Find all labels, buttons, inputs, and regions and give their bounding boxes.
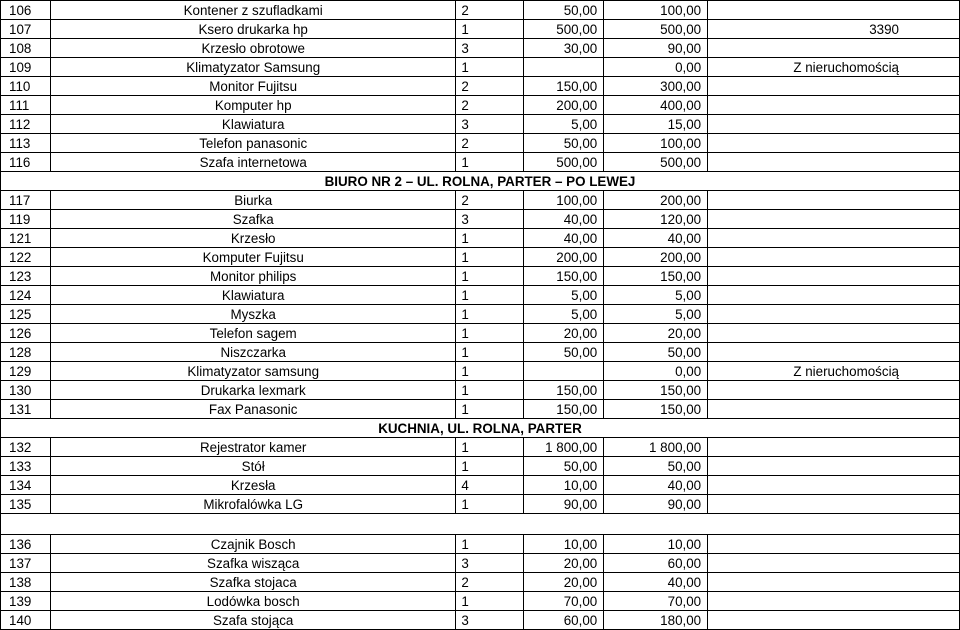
- item-unit-price: 90,00: [524, 495, 604, 514]
- item-name: Telefon panasonic: [50, 134, 455, 153]
- item-number: 130: [1, 381, 51, 400]
- item-total-value: 40,00: [604, 573, 708, 592]
- item-note: [708, 495, 960, 514]
- item-unit-price: 150,00: [524, 400, 604, 419]
- item-name: Klimatyzator samsung: [50, 362, 455, 381]
- item-note: [708, 210, 960, 229]
- item-unit-price: 200,00: [524, 248, 604, 267]
- item-note: [708, 286, 960, 305]
- item-unit-price: 70,00: [524, 592, 604, 611]
- item-number: 116: [1, 153, 51, 172]
- item-number: 135: [1, 495, 51, 514]
- item-unit-price: [524, 362, 604, 381]
- item-total-value: 150,00: [604, 400, 708, 419]
- item-total-value: 100,00: [604, 134, 708, 153]
- item-quantity: 2: [456, 134, 524, 153]
- table-row: [1, 286, 960, 305]
- item-quantity: 3: [456, 210, 524, 229]
- item-name: Biurka: [50, 191, 455, 210]
- table-row: [1, 267, 960, 286]
- item-total-value: 0,00: [604, 58, 708, 77]
- item-quantity: 1: [456, 535, 524, 554]
- item-name: Klawiatura: [50, 115, 455, 134]
- item-name: Klimatyzator Samsung: [50, 58, 455, 77]
- item-total-value: 400,00: [604, 96, 708, 115]
- item-number: 137: [1, 554, 51, 573]
- item-number: 134: [1, 476, 51, 495]
- item-quantity: 1: [456, 381, 524, 400]
- table-row: [1, 535, 960, 554]
- item-note: [708, 535, 960, 554]
- item-name: Szafka stojaca: [50, 573, 455, 592]
- item-total-value: 90,00: [604, 495, 708, 514]
- item-total-value: 5,00: [604, 305, 708, 324]
- item-name: Fax Panasonic: [50, 400, 455, 419]
- item-quantity: 1: [456, 153, 524, 172]
- item-name: Ksero drukarka hp: [50, 20, 455, 39]
- item-number: 121: [1, 229, 51, 248]
- item-name: Niszczarka: [50, 343, 455, 362]
- item-number: 117: [1, 191, 51, 210]
- table-row: [1, 592, 960, 611]
- item-name: Komputer hp: [50, 96, 455, 115]
- item-number: 125: [1, 305, 51, 324]
- item-name: Krzesło: [50, 229, 455, 248]
- item-unit-price: 20,00: [524, 573, 604, 592]
- item-unit-price: 30,00: [524, 39, 604, 58]
- item-total-value: 90,00: [604, 39, 708, 58]
- item-quantity: 2: [456, 96, 524, 115]
- item-total-value: 5,00: [604, 286, 708, 305]
- item-note: [708, 573, 960, 592]
- table-row: [1, 324, 960, 343]
- item-total-value: 500,00: [604, 20, 708, 39]
- item-unit-price: 200,00: [524, 96, 604, 115]
- item-note: [708, 457, 960, 476]
- item-note: [708, 305, 960, 324]
- table-row: [1, 554, 960, 573]
- item-note: [708, 248, 960, 267]
- item-number: 107: [1, 20, 51, 39]
- item-total-value: 200,00: [604, 248, 708, 267]
- item-number: 131: [1, 400, 51, 419]
- table-row: [1, 438, 960, 457]
- item-quantity: 1: [456, 324, 524, 343]
- item-unit-price: 10,00: [524, 535, 604, 554]
- item-number: 119: [1, 210, 51, 229]
- item-unit-price: 10,00: [524, 476, 604, 495]
- item-unit-price: 20,00: [524, 324, 604, 343]
- item-quantity: 3: [456, 554, 524, 573]
- table-row: [1, 39, 960, 58]
- item-quantity: 1: [456, 592, 524, 611]
- empty-cell: [1, 514, 960, 535]
- item-unit-price: 5,00: [524, 115, 604, 134]
- item-quantity: 2: [456, 77, 524, 96]
- item-note: Z nieruchomością: [708, 58, 960, 77]
- item-total-value: 300,00: [604, 77, 708, 96]
- item-total-value: 0,00: [604, 362, 708, 381]
- item-total-value: 40,00: [604, 476, 708, 495]
- item-number: 109: [1, 58, 51, 77]
- table-row: [1, 611, 960, 630]
- item-unit-price: 150,00: [524, 77, 604, 96]
- item-note: [708, 39, 960, 58]
- table-row: [1, 573, 960, 592]
- item-total-value: 10,00: [604, 535, 708, 554]
- item-quantity: 3: [456, 611, 524, 630]
- item-name: Monitor Fujitsu: [50, 77, 455, 96]
- item-name: Komputer Fujitsu: [50, 248, 455, 267]
- item-unit-price: 50,00: [524, 1, 604, 20]
- table-row: [1, 229, 960, 248]
- item-note: [708, 324, 960, 343]
- item-quantity: 1: [456, 267, 524, 286]
- item-name: Telefon sagem: [50, 324, 455, 343]
- item-name: Mikrofalówka LG: [50, 495, 455, 514]
- item-unit-price: 500,00: [524, 153, 604, 172]
- item-note: 3390: [708, 20, 960, 39]
- item-unit-price: 40,00: [524, 210, 604, 229]
- item-unit-price: 20,00: [524, 554, 604, 573]
- item-unit-price: 5,00: [524, 305, 604, 324]
- table-row: [1, 115, 960, 134]
- empty-row: [1, 514, 960, 535]
- item-name: Klawiatura: [50, 286, 455, 305]
- item-unit-price: 100,00: [524, 191, 604, 210]
- item-note: [708, 343, 960, 362]
- item-note: [708, 77, 960, 96]
- item-quantity: 2: [456, 191, 524, 210]
- table-row: [1, 191, 960, 210]
- item-note: [708, 438, 960, 457]
- item-note: [708, 153, 960, 172]
- item-name: Szafka: [50, 210, 455, 229]
- item-name: Krzesło obrotowe: [50, 39, 455, 58]
- item-unit-price: 50,00: [524, 457, 604, 476]
- item-quantity: 1: [456, 362, 524, 381]
- item-number: 129: [1, 362, 51, 381]
- item-number: 136: [1, 535, 51, 554]
- item-number: 112: [1, 115, 51, 134]
- table-row: [1, 1, 960, 20]
- item-quantity: 1: [456, 495, 524, 514]
- item-note: [708, 1, 960, 20]
- item-name: Szafa internetowa: [50, 153, 455, 172]
- item-number: 138: [1, 573, 51, 592]
- item-total-value: 150,00: [604, 381, 708, 400]
- item-note: [708, 96, 960, 115]
- table-row: [1, 305, 960, 324]
- item-unit-price: 50,00: [524, 134, 604, 153]
- item-quantity: 4: [456, 476, 524, 495]
- table-row: [1, 210, 960, 229]
- item-note: [708, 592, 960, 611]
- item-note: [708, 554, 960, 573]
- table-row: [1, 343, 960, 362]
- item-unit-price: 50,00: [524, 343, 604, 362]
- item-note: [708, 115, 960, 134]
- item-quantity: 1: [456, 400, 524, 419]
- item-total-value: 20,00: [604, 324, 708, 343]
- item-number: 110: [1, 77, 51, 96]
- item-quantity: 2: [456, 1, 524, 20]
- item-total-value: 70,00: [604, 592, 708, 611]
- item-total-value: 50,00: [604, 457, 708, 476]
- section-title: KUCHNIA, UL. ROLNA, PARTER: [1, 419, 960, 438]
- section-title: BIURO NR 2 – UL. ROLNA, PARTER – PO LEWEJ: [1, 172, 960, 191]
- item-total-value: 1 800,00: [604, 438, 708, 457]
- item-number: 128: [1, 343, 51, 362]
- item-quantity: 1: [456, 305, 524, 324]
- table-row: [1, 476, 960, 495]
- item-number: 140: [1, 611, 51, 630]
- item-note: [708, 134, 960, 153]
- item-name: Kontener z szufladkami: [50, 1, 455, 20]
- item-name: Lodówka bosch: [50, 592, 455, 611]
- table-row: [1, 362, 960, 381]
- item-total-value: 150,00: [604, 267, 708, 286]
- table-row: [1, 153, 960, 172]
- item-note: [708, 476, 960, 495]
- item-number: 111: [1, 96, 51, 115]
- item-quantity: 1: [456, 343, 524, 362]
- inventory-table-body: [1, 1, 960, 630]
- item-unit-price: 5,00: [524, 286, 604, 305]
- item-note: [708, 381, 960, 400]
- table-row: [1, 96, 960, 115]
- item-unit-price: 60,00: [524, 611, 604, 630]
- item-name: Drukarka lexmark: [50, 381, 455, 400]
- item-quantity: 1: [456, 229, 524, 248]
- item-name: Stół: [50, 457, 455, 476]
- item-name: Myszka: [50, 305, 455, 324]
- item-number: 124: [1, 286, 51, 305]
- item-number: 123: [1, 267, 51, 286]
- table-row: [1, 400, 960, 419]
- item-number: 113: [1, 134, 51, 153]
- item-total-value: 180,00: [604, 611, 708, 630]
- item-name: Krzesła: [50, 476, 455, 495]
- item-name: Czajnik Bosch: [50, 535, 455, 554]
- item-number: 106: [1, 1, 51, 20]
- section-header-row: [1, 172, 960, 191]
- item-quantity: 1: [456, 248, 524, 267]
- item-total-value: 50,00: [604, 343, 708, 362]
- table-row: [1, 381, 960, 400]
- item-quantity: 1: [456, 58, 524, 77]
- item-unit-price: 40,00: [524, 229, 604, 248]
- item-name: Rejestrator kamer: [50, 438, 455, 457]
- item-note: [708, 267, 960, 286]
- item-note: [708, 400, 960, 419]
- item-unit-price: 1 800,00: [524, 438, 604, 457]
- item-name: Szafa stojąca: [50, 611, 455, 630]
- item-number: 126: [1, 324, 51, 343]
- table-row: [1, 58, 960, 77]
- table-row: [1, 77, 960, 96]
- item-total-value: 15,00: [604, 115, 708, 134]
- item-unit-price: 500,00: [524, 20, 604, 39]
- item-number: 133: [1, 457, 51, 476]
- item-quantity: 1: [456, 286, 524, 305]
- item-name: Monitor philips: [50, 267, 455, 286]
- item-quantity: 1: [456, 438, 524, 457]
- item-quantity: 3: [456, 115, 524, 134]
- table-row: [1, 457, 960, 476]
- table-row: [1, 134, 960, 153]
- item-quantity: 3: [456, 39, 524, 58]
- item-note: [708, 229, 960, 248]
- item-total-value: 60,00: [604, 554, 708, 573]
- table-row: [1, 248, 960, 267]
- item-quantity: 1: [456, 20, 524, 39]
- item-note: [708, 191, 960, 210]
- item-unit-price: 150,00: [524, 381, 604, 400]
- item-number: 132: [1, 438, 51, 457]
- item-total-value: 200,00: [604, 191, 708, 210]
- item-number: 108: [1, 39, 51, 58]
- item-note: Z nieruchomością: [708, 362, 960, 381]
- item-total-value: 100,00: [604, 1, 708, 20]
- item-quantity: 1: [456, 457, 524, 476]
- item-name: Szafka wisząca: [50, 554, 455, 573]
- item-total-value: 120,00: [604, 210, 708, 229]
- item-unit-price: 150,00: [524, 267, 604, 286]
- item-total-value: 500,00: [604, 153, 708, 172]
- item-total-value: 40,00: [604, 229, 708, 248]
- item-number: 122: [1, 248, 51, 267]
- item-quantity: 2: [456, 573, 524, 592]
- item-number: 139: [1, 592, 51, 611]
- table-row: [1, 495, 960, 514]
- table-row: [1, 20, 960, 39]
- item-note: [708, 611, 960, 630]
- item-unit-price: [524, 58, 604, 77]
- section-header-row: [1, 419, 960, 438]
